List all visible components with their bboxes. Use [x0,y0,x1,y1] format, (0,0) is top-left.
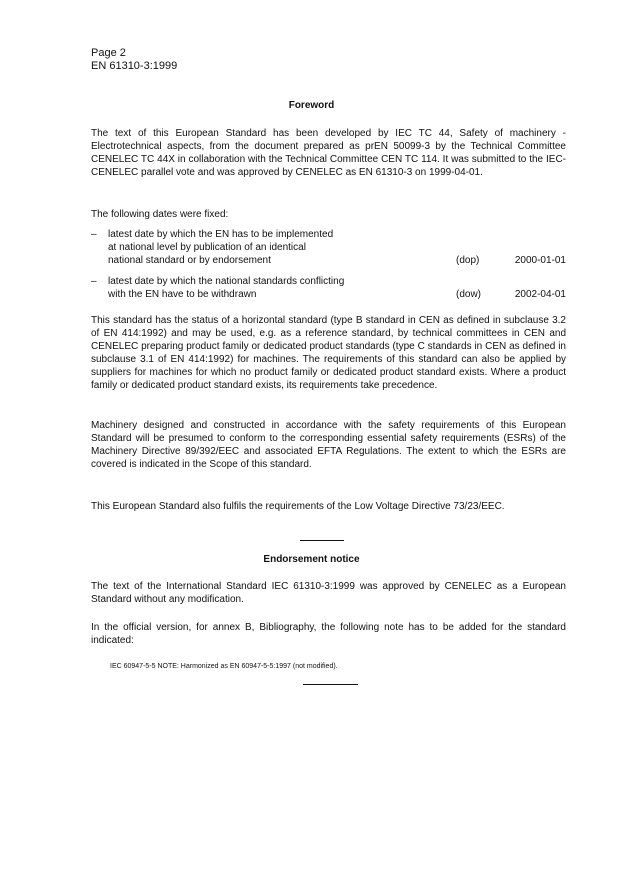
date-code: (dow) [456,289,482,300]
end-divider [303,684,358,685]
date-item-text [108,228,453,267]
bibliography-note: IEC 60947-5-5 NOTE: Harmonized as EN 60947-5-5:1997 (not modified). [110,663,338,670]
section-divider [300,540,344,541]
machinery-paragraph: Machinery designed and constructed in accordance with the safety requirements of this European Standard will be presumed to conform to the corresponding essential safety requirements (ESRs) of the Machinery Directive 89/392/EEC and associated EFTA Regulations. The extent to which the ESRs are covered is indicated in the Scope of this standard. [91,420,566,470]
date-item-line: latest date by which the national standards conflicting [108,276,345,287]
date-value: 2000-01-01 [514,255,566,266]
date-item-line: at national level by publication of an identical [108,242,306,253]
lvd-paragraph: This European Standard also fulfils the requirements of the Low Voltage Directive 73/23/EEC. [91,501,505,512]
date-item-text [108,275,453,301]
list-dash: – [91,229,97,240]
date-item-dow [91,275,566,301]
date-item-dop [91,228,566,267]
status-paragraph: This standard has the status of a horizontal standard (type B standard in CEN as defined in subclause 3.2 of EN 414:1992) and may be used, e.g. as a reference standard, by technical committees in CEN and CENELEC preparing product family or dedicated product standards (type C standards in CEN as defined in subclause 3.1 of EN 414:1992) for machines. The requirements of this standard can also be applied by suppliers for machines for which no product family or dedicated product standard exists. Where a product family or dedicated product standard exists, its requirements take precedence. [91,315,566,391]
list-dash: – [91,276,97,287]
date-value: 2002-04-01 [514,289,566,300]
date-item-line: latest date by which the EN has to be implemented [108,229,334,240]
document-id: EN 61310-3:1999 [91,60,178,72]
foreword-title: Foreword [288,100,335,111]
date-code: (dop) [456,255,480,266]
dates-intro: The following dates were fixed: [91,209,229,220]
date-item-line: with the EN have to be withdrawn [108,289,257,300]
page-number: Page 2 [91,47,126,59]
foreword-intro: The text of this European Standard has been developed by IEC TC 44, Safety of machinery - Electrotechnical aspects, from the document prepared as prEN 50099-3 by the Technical Committee CENELEC TC 44X in collaboration with the Technical Committee CEN TC 114. It was submitted to the IEC-CENELEC parallel vote and was approved by CENELEC as EN 61310-3 on 1999-04-01. [91,128,566,178]
endorsement-title: Endorsement notice [263,554,360,565]
official-version-paragraph: In the official version, for annex B, Bibliography, the following note has to be added for the standard indicated: [91,622,566,646]
endorsement-text: The text of the International Standard IEC 61310-3:1999 was approved by CENELEC as a European Standard without any modification. [91,581,566,605]
date-item-line: national standard or by endorsement [108,255,271,266]
